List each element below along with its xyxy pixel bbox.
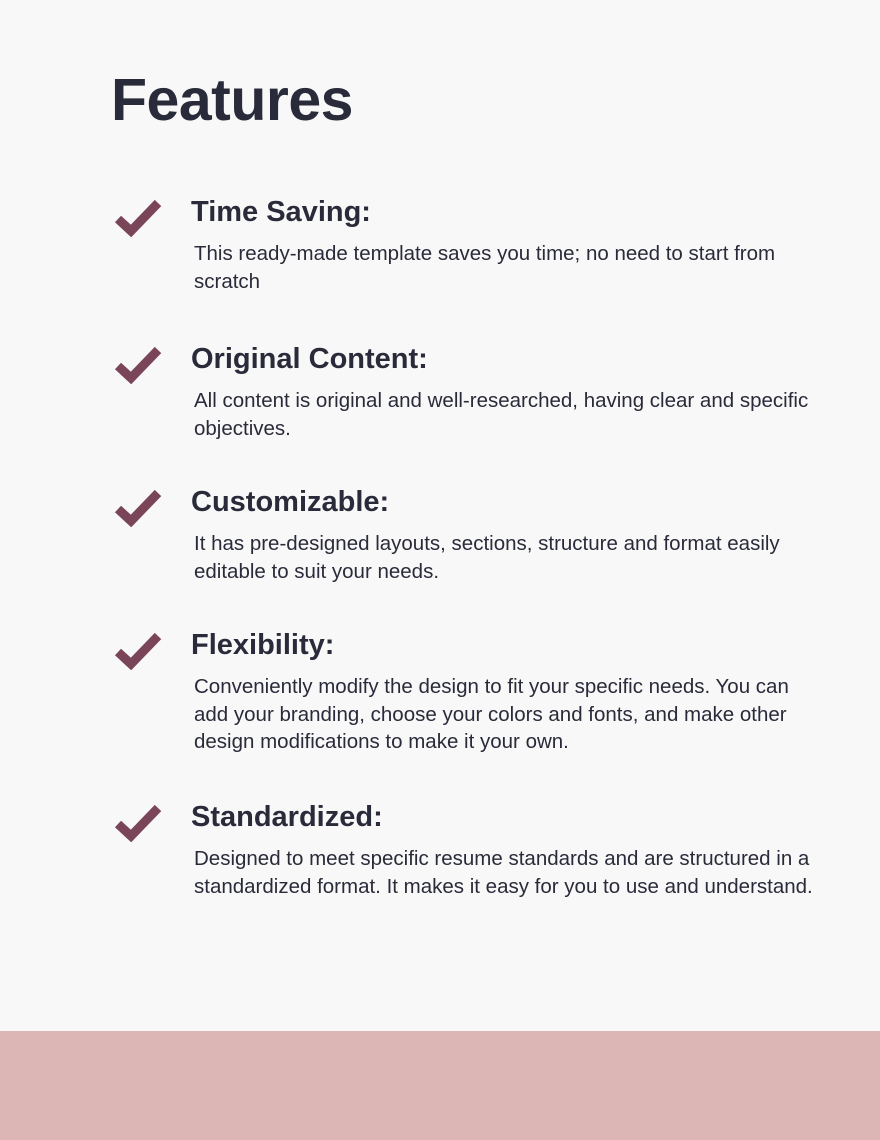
- checkmark-icon: [114, 802, 162, 842]
- feature-title: Flexibility:: [191, 629, 335, 661]
- footer-band: [0, 1031, 880, 1140]
- page-title: Features: [111, 67, 353, 133]
- feature-description: It has pre-designed layouts, sections, structure and format easily editable to suit your needs.: [194, 532, 780, 583]
- feature-title: Original Content:: [191, 343, 428, 375]
- feature-title: Standardized:: [191, 801, 383, 833]
- feature-description: Conveniently modify the design to fit your specific needs. You can add your branding, choose your colors and fonts, and make other design modifications to make it your own.: [194, 675, 789, 753]
- checkmark-icon: [114, 197, 162, 237]
- feature-description: All content is original and well-researched, having clear and specific objectives.: [194, 389, 809, 440]
- checkmark-icon: [114, 344, 162, 384]
- checkmark-icon: [114, 487, 162, 527]
- feature-title: Time Saving:: [191, 196, 371, 228]
- checkmark-icon: [114, 630, 162, 670]
- feature-description: Designed to meet specific resume standards and are structured in a standardized format. It makes it easy for you to use and understand.: [194, 847, 813, 898]
- feature-title: Customizable:: [191, 486, 390, 518]
- feature-description: This ready-made template saves you time; no need to start from scratch: [194, 242, 776, 293]
